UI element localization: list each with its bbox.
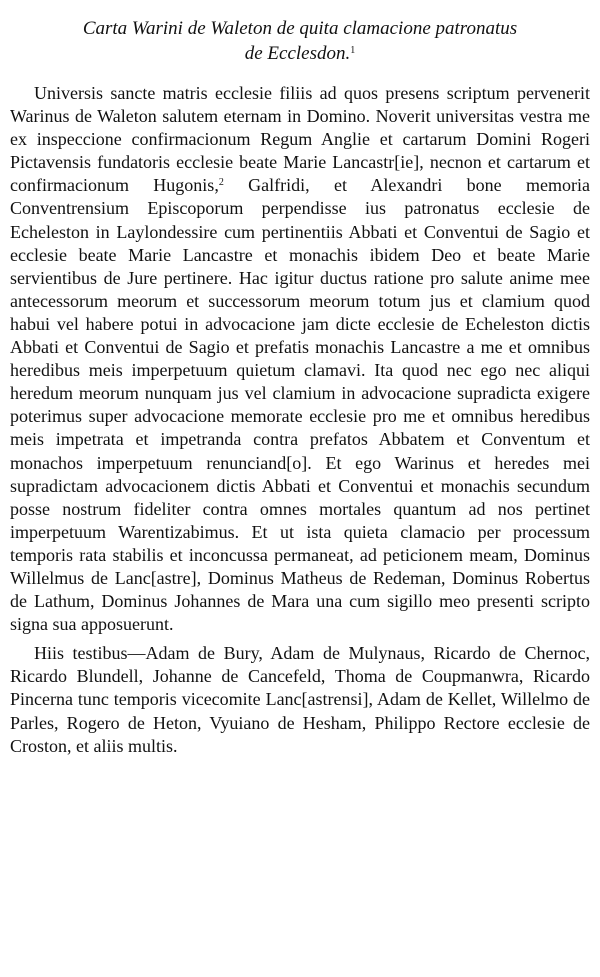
charter-paragraph (10, 82, 590, 636)
charter-title (10, 16, 590, 66)
witness-paragraph (10, 642, 590, 757)
charter-body (10, 82, 590, 758)
footnote-mark-2: 2 (218, 177, 224, 189)
title-line-1: Carta Warini de Waleton de quita clamacione patronatus (82, 18, 518, 39)
charter-text-part-2: Galfridi, et Alexandri bone memoria Conventrensium Episcoporum perpendisse ius patronatus ecclesie de Echeleston in Laylondessire cum pertinentiis Abbati et Conventui de Sagio et ecclesie beate Marie Lancastre et monachis ibidem Deo et beate Marie servientibus de Jure pertinere. Hac igitur ductus ratione pro salute anime mee antecessorum meorum et successorum meorum totum jus et clamium quod habui vel habere potui in advocacione jam dicte ecclesie de Echeleston dictis Abbati et Conventui de Sagio et prefatis monachis Lancastre a me et omnibus heredibus meis imperpetuum quietum clamavi. Ita quod nec ego nec aliqui heredum meorum nunquam jus vel clamium in advocacione supradicta exigere poterimus super advocacione memorate ecclesie pro me et omnibus heredibus meis impetrata et impetranda contra prefatos Abbatem et Conventum et monachos imperpetuum renunciand[o]. Et ego Warinus et heredes mei supradictam advocacionem dictis Abbati et Conventui et monachis secundum posse nostrum fideliter contra omnes mortales quantum ad nos pertinet imperpetuum Warentizabimus. Et ut ista quieta clamacio per processum temporis rata stabilis et inconcussa permaneat, ad peticionem meam, Dominus Willelmus de Lanc[astre], Dominus Matheus de Redeman, Dominus Robertus de Lathum, Dominus Johannes de Mara una cum sigillo meo presenti scripto signa sua apposuerunt. (10, 175, 591, 635)
title-footnote-mark: 1 (350, 45, 356, 56)
charter-text-part-1: Universis sancte matris ecclesie filiis ad quos presens scriptum pervenerit Warinus de Waleton salutem eternam in Domino. Noverit universitas vestra me ex inspeccione confirmacionum Regum Anglie et cartarum Domini Rogeri Pictavensis fundatoris ecclesie beate Marie Lancastr[ie], necnon et cartarum et confirmacionum Hugonis, (10, 83, 590, 196)
title-line-2: de Ecclesdon. (244, 43, 351, 64)
witness-list: Hiis testibus—Adam de Bury, Adam de Mulynaus, Ricardo de Chernoc, Ricardo Blundell, Johanne de Cancefeld, Thoma de Coupmanwra, Ricardo Pincerna tunc temporis vicecomite Lanc[astrensi], Adam de Kellet, Willelmo de Parles, Rogero de Heton, Vyuiano de Hesham, Philippo Rectore ecclesie de Croston, et aliis multis. (10, 643, 590, 756)
